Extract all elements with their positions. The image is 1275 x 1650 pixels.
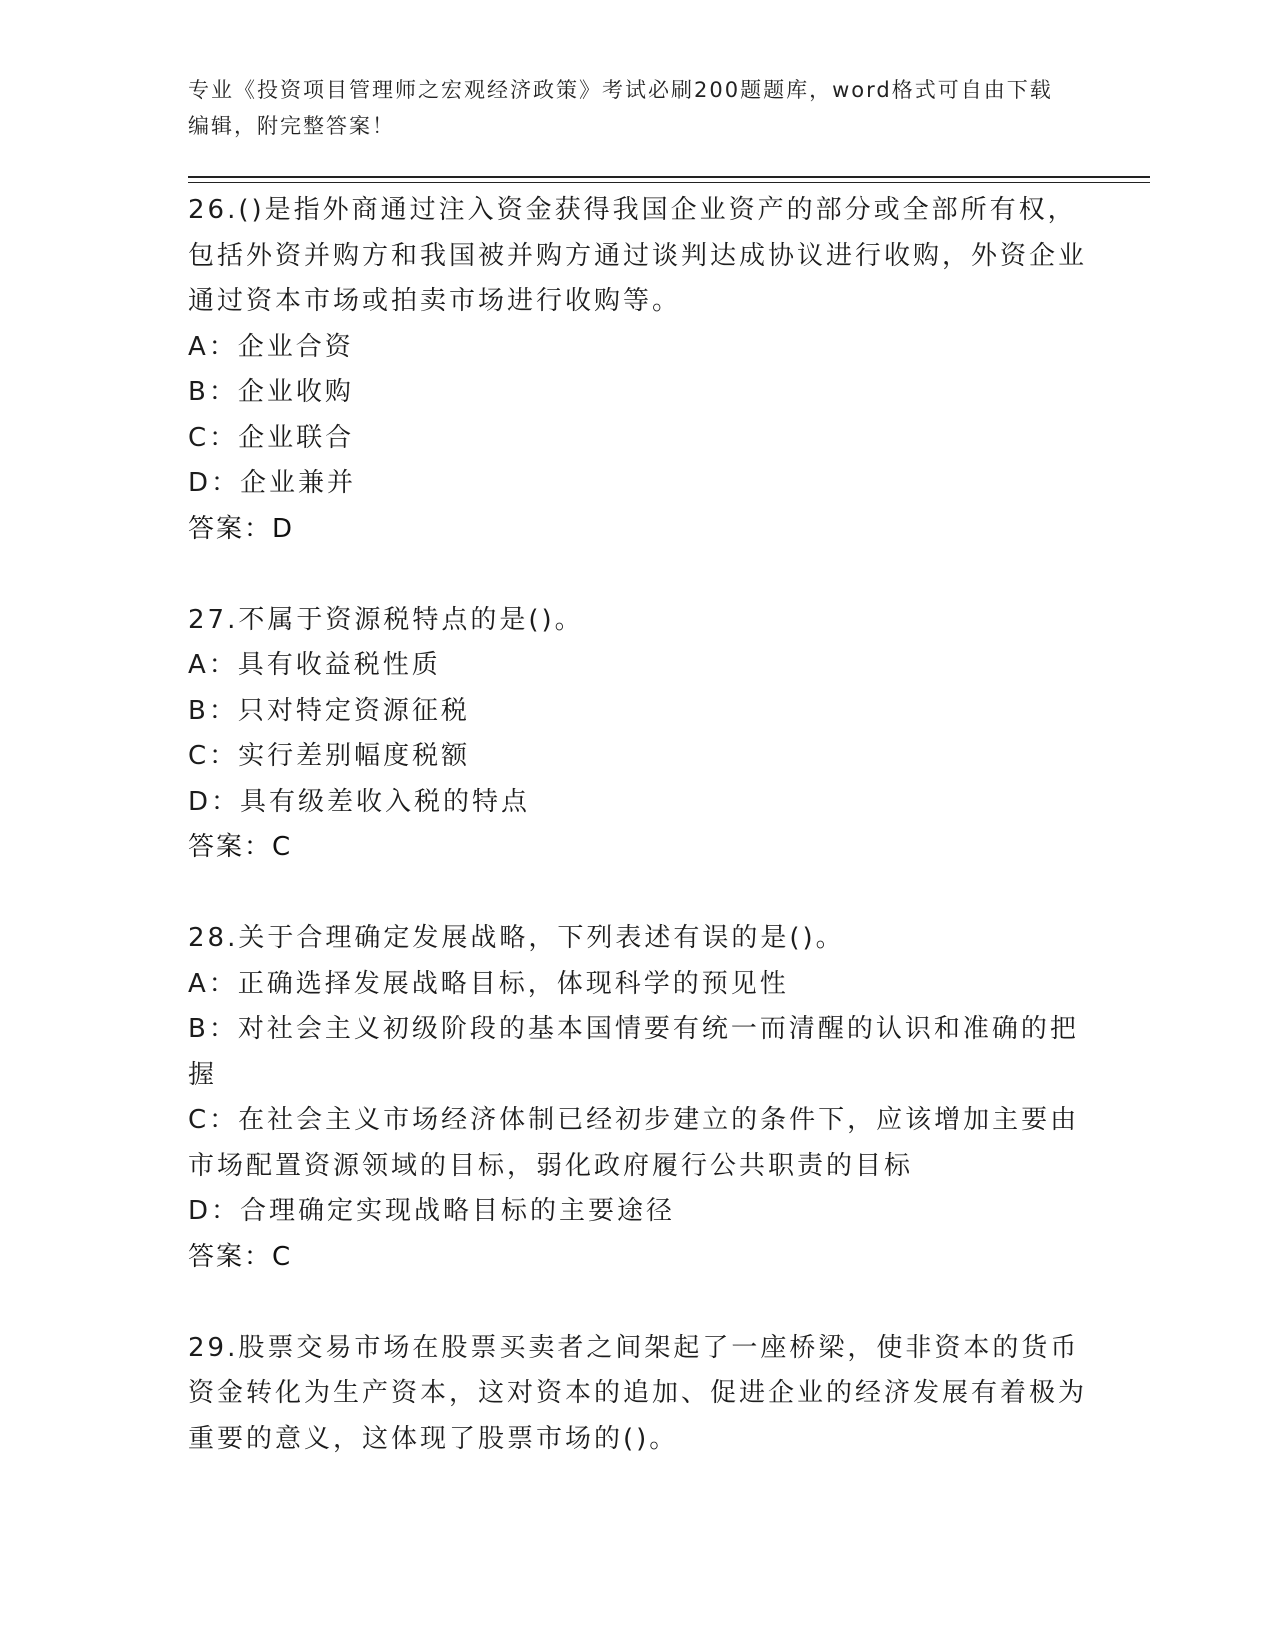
question-list xyxy=(188,188,1088,1462)
option-a: A：正确选择发展战略目标，体现科学的预见性 xyxy=(188,968,789,999)
question-stem: 26.()是指外商通过注入资金获得我国企业资产的部分或全部所有权，包括外资并购方和我国被并购方通过谈判达成协议进行收购，外资企业通过资本市场或拍卖市场进行收购等。 xyxy=(188,195,1088,316)
question-stem: 28.关于合理确定发展战略，下列表述有误的是()。 xyxy=(188,923,845,953)
question-stem: 27.不属于资源税特点的是()。 xyxy=(188,604,584,635)
option-c: C：实行差别幅度税额 xyxy=(188,741,471,771)
header-divider-thin xyxy=(188,182,1150,183)
answer-label: 答案：C xyxy=(188,1241,293,1272)
header-divider-thick xyxy=(188,176,1150,178)
option-d: D：具有级差收入税的特点 xyxy=(188,786,531,817)
question-27 xyxy=(188,598,1088,871)
option-b: B：企业收购 xyxy=(188,377,354,407)
spacer xyxy=(188,1280,1088,1326)
option-a: A：具有收益税性质 xyxy=(188,650,441,680)
question-26 xyxy=(188,188,1088,552)
answer-label: 答案：D xyxy=(188,513,295,544)
document-header: 专业《投资项目管理师之宏观经济政策》考试必刷200题题库，word格式可自由下载编辑，附完整答案！ xyxy=(188,78,1053,138)
question-stem: 29.股票交易市场在股票买卖者之间架起了一座桥梁，使非资本的货币资金转化为生产资本，这对资本的追加、促进企业的经济发展有着极为重要的意义，这体现了股票市场的()。 xyxy=(188,1332,1088,1454)
spacer xyxy=(188,871,1088,917)
answer-label: 答案：C xyxy=(188,832,293,862)
option-b: B：只对特定资源征税 xyxy=(188,695,470,726)
spacer xyxy=(188,552,1088,598)
option-c: C：企业联合 xyxy=(188,422,355,453)
option-b: B：对社会主义初级阶段的基本国情要有统一而清醒的认识和准确的把握 xyxy=(188,1014,1079,1090)
question-29 xyxy=(188,1326,1088,1463)
option-a: A：企业合资 xyxy=(188,331,354,362)
option-d: D：合理确定实现战略目标的主要途径 xyxy=(188,1196,676,1226)
option-c: C：在社会主义市场经济体制已经初步建立的条件下，应该增加主要由市场配置资源领域的目标，弱化政府履行公共职责的目标 xyxy=(188,1105,1080,1181)
question-28 xyxy=(188,916,1088,1280)
option-d: D：企业兼并 xyxy=(188,468,357,498)
